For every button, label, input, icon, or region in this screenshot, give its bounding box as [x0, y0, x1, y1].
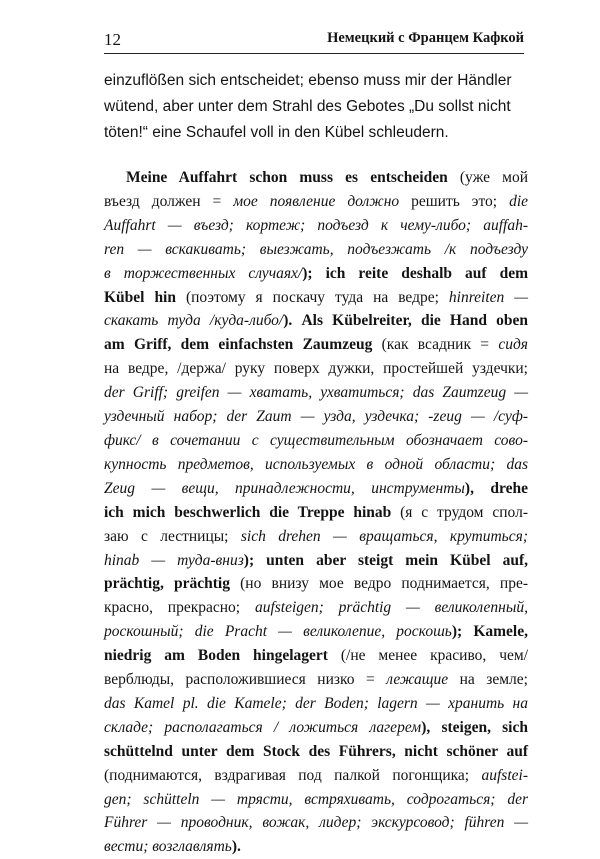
translation-note: фикс/ в сочетании с существительным обозначает сово-: [104, 431, 528, 449]
german-source-text: ). Als Kübelreiter, die Hand oben: [283, 312, 529, 330]
translation-note: das Kamel pl. die Kamele; der Boden; lagern — хранить на: [104, 694, 528, 712]
text-line: [104, 572, 528, 596]
text-line: [104, 644, 528, 668]
text-line: [104, 549, 528, 573]
german-source-text: ); ich reite deshalb auf dem: [302, 264, 528, 282]
translation-note: hinreiten —: [448, 288, 529, 306]
header-rule: [104, 53, 524, 54]
translation-text: (поднимаются, вздрагивая под палкой погонщика;: [104, 766, 482, 784]
translation-note: Auffahrt — въезд; кортеж; подъезд к чему-либо; auffah-: [104, 216, 528, 234]
german-source-text: ich mich beschwerlich die Treppe hinab: [104, 503, 392, 521]
translation-note: aufstei-: [481, 766, 528, 784]
text-line: [104, 214, 528, 238]
translation-text: (но внизу мое ведро поднимается, пре-: [229, 575, 528, 593]
translation-note: der Griff; greifen — хватать, ухватиться; das Zaumzeug —: [104, 384, 528, 402]
german-source-text: prächtig, prächtig: [104, 575, 230, 593]
page-number: 12: [104, 30, 121, 49]
text-line: [104, 309, 528, 333]
text-line: [104, 429, 528, 453]
page-header: [104, 30, 524, 50]
german-source-text: ); Kamele,: [451, 623, 528, 641]
text-line: [104, 286, 528, 310]
translation-note: в торжественных случаях/: [104, 264, 303, 282]
translation-text: верблюды, расположившиеся низко =: [104, 671, 387, 689]
translation-note: aufsteigen; prächtig — великолепный,: [254, 599, 528, 617]
running-title: Немецкий с Францем Кафкой: [327, 30, 524, 46]
translation-note: лежащие: [386, 671, 449, 689]
translation-text: красно, прекрасно;: [104, 599, 255, 617]
text-line: [104, 811, 528, 835]
text-line: [104, 262, 528, 286]
intro-line: wütend, aber unter dem Strahl des Gebotes „Du sollst nicht: [104, 98, 511, 115]
translation-text: решить это;: [399, 192, 510, 210]
text-line: [104, 716, 528, 740]
translation-text: въезд должен =: [104, 192, 234, 210]
translation-text: (уже мой: [447, 169, 529, 186]
text-line: [104, 357, 528, 381]
german-source-text: ); unten aber steigt mein Kübel auf,: [243, 551, 528, 569]
translation-note: роскошный; die Pracht — великолепие, роскошь: [104, 623, 452, 641]
text-line: [104, 405, 528, 429]
intro-line: einzuflößen sich entscheidet; ebenso muss mir der Händler: [104, 72, 512, 89]
text-line: [104, 740, 528, 764]
text-line: [104, 525, 528, 549]
text-line: [104, 668, 528, 692]
text-line: [104, 692, 528, 716]
text-line: [104, 501, 528, 525]
translation-note: hinab — туда-вниз: [104, 551, 244, 569]
translation-text: на ведре, /держа/ руку поверх дужки, простейшей уздечки;: [104, 360, 528, 378]
translation-note: уздечный набор; der Zaum — узда, уздечка; -zeug — /суф-: [104, 408, 528, 426]
translation-note: сидя: [498, 336, 528, 354]
translation-text: (как всадник =: [372, 336, 499, 354]
text-line: [104, 764, 528, 788]
translation-text: (поэтому я поскачу туда на ведре;: [176, 288, 449, 306]
german-source-text: Meine Auffahrt schon muss es entscheiden: [126, 169, 448, 186]
text-line: [104, 596, 528, 620]
translation-note: ren — вскакивать; выезжать, подъезжать /к подъезду: [104, 240, 528, 258]
translation-note: gen; schütteln — трясти, встряхивать, содрогаться; der: [104, 790, 528, 808]
text-line: [104, 333, 528, 357]
text-line: [104, 620, 528, 644]
translation-note: купность предметов, используемых в одной области; das: [104, 455, 528, 473]
german-source-text: Kübel hin: [104, 288, 176, 306]
translation-note: складе; располагаться / ложиться лагерем: [104, 718, 422, 736]
german-source-text: ), steigen, sich: [421, 718, 528, 736]
german-source-text: schüttelnd unter dem Stock des Führers, nicht schöner auf: [104, 742, 528, 760]
translation-note: sich drehen — вращаться, крутиться;: [240, 527, 528, 545]
german-source-text: am Griff, dem einfachsten Zaumzeug: [104, 336, 373, 354]
german-source-text: ), drehe: [464, 479, 528, 497]
translation-note: скакать туда /куда-либо/: [104, 312, 284, 330]
text-line: [104, 477, 528, 501]
text-line: [104, 453, 528, 477]
translation-note: Zeug — вещи, принадлежности, инструменты: [104, 479, 465, 497]
text-line: [104, 788, 528, 812]
translation-note: мое появление должно: [233, 192, 400, 210]
text-line: [104, 166, 528, 190]
text-line: [104, 238, 528, 262]
translation-note: вести; возглавлять: [104, 838, 232, 856]
intro-paragraph: [104, 68, 536, 146]
translation-text: (я с трудом спол-: [391, 503, 528, 521]
translation-note: Führer — проводник, вожак, лидер; экскурсовод; führen —: [104, 814, 528, 832]
translation-text: заю с лестницы;: [104, 527, 241, 545]
german-source-text: ).: [231, 838, 241, 856]
text-line: [104, 190, 528, 214]
text-line: [104, 835, 528, 859]
intro-line: töten!“ eine Schaufel voll in den Kübel schleudern.: [104, 124, 449, 141]
translation-text: на земле;: [448, 671, 528, 689]
german-source-text: niedrig am Boden hingelagert: [104, 647, 328, 665]
translation-text: (/не менее красиво, чем/: [327, 647, 528, 665]
translation-note: die: [509, 192, 528, 210]
text-line: [104, 381, 528, 405]
annotated-paragraph: [104, 166, 528, 859]
